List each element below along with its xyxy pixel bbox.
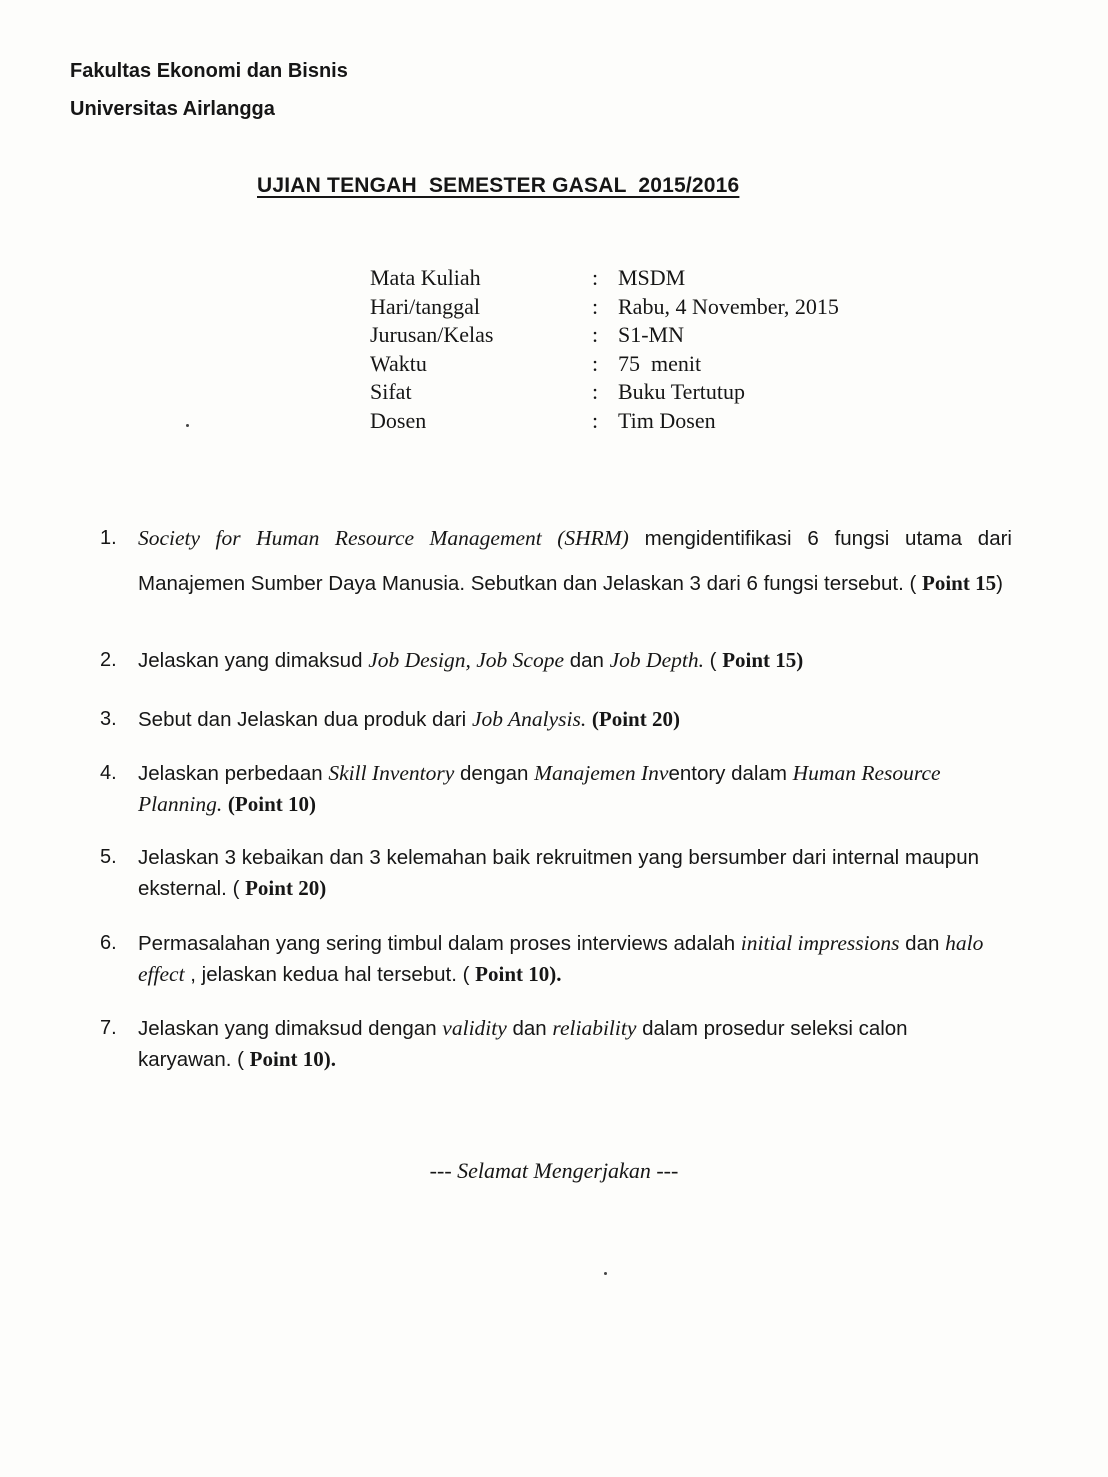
info-row-duration [370, 350, 839, 379]
question-number: 4. [100, 762, 117, 784]
question-text-run: Point 10). [249, 1047, 336, 1071]
question-number: 6. [100, 932, 117, 954]
question-item [100, 842, 1012, 904]
info-value: Rabu, 4 November, 2015 [618, 293, 839, 319]
question-number: 2. [100, 649, 117, 671]
question-text-run: Jelaskan yang dimaksud [138, 649, 369, 672]
question-number: 3. [100, 708, 117, 730]
question-text-run: Jelaskan perbedaan [138, 762, 329, 785]
info-value: MSDM [618, 265, 686, 290]
info-value: Tim Dosen [618, 407, 716, 433]
info-row-subject [370, 264, 839, 293]
question-text-run: ( [703, 649, 723, 672]
question-text-run: Human Resource Planning. [138, 761, 941, 816]
info-colon: : [592, 379, 599, 405]
question-text-run: (Point 10) [227, 792, 316, 816]
question-text [138, 842, 1012, 904]
info-label: Sifat [370, 379, 412, 405]
info-colon: : [592, 407, 599, 433]
info-label: Jurusan/Kelas [370, 322, 494, 348]
info-row-date [370, 293, 839, 322]
scan-speck [604, 1272, 607, 1275]
question-text-run: reliability [552, 1016, 637, 1040]
question-text-run: halo effect [138, 931, 984, 986]
question-text-run: Job Design, Job Scope [368, 648, 565, 672]
faculty-name: Fakultas Ekonomi dan Bisnis [70, 60, 348, 82]
info-colon: : [592, 265, 599, 290]
question-text-run: Job Analysis. [471, 707, 587, 731]
question-text-run: Manajemen Inv [534, 761, 669, 785]
question-text-run: entory dalam [668, 762, 793, 785]
question-text-run: initial impressions [740, 931, 900, 955]
question-text-run: , jelaskan kedua hal tersebut. ( [184, 963, 476, 986]
question-text-run: Society for Human Resource Management (SHRM) [138, 526, 629, 550]
question-text [138, 1013, 1012, 1075]
info-row-nature [370, 378, 839, 407]
scan-speck [186, 424, 189, 427]
info-row-lecturer [370, 407, 839, 436]
question-text-run: Permasalahan yang sering timbul dalam proses interviews adalah [138, 932, 741, 955]
question-text-run: ) [996, 572, 1003, 595]
question-text-run: Sebut dan Jelaskan dua produk dari [138, 708, 472, 731]
question-text-run: Jelaskan yang dimaksud dengan [138, 1017, 443, 1040]
question-item [100, 758, 1012, 820]
question-text-run: Point 20) [245, 876, 327, 900]
question-text-run: Skill Inventory [328, 761, 455, 785]
question-text-run: Point 15) [722, 648, 804, 672]
question-number: 1. [100, 527, 117, 549]
question-text-run: dan [506, 1017, 553, 1040]
document-header [70, 52, 348, 128]
question-text-run: (Point 20) [591, 707, 680, 731]
question-text-run: mengidentifikasi 6 fungsi utama dari Manajemen Sumber Daya Manusia. Sebutkan dan Jelaskan 3 dari 6 fungsi tersebut. ( [138, 527, 1012, 595]
info-colon: : [592, 322, 599, 348]
question-text [138, 645, 1012, 676]
question-item [100, 928, 1012, 990]
question-text-run: dengan [454, 762, 535, 785]
question-text [138, 516, 1012, 606]
info-label: Waktu [370, 350, 427, 376]
question-text [138, 758, 1012, 820]
info-label: Dosen [370, 407, 427, 433]
question-text-run: Jelaskan 3 kebaikan dan 3 kelemahan baik rekruitmen yang bersumber dari internal maupun eksternal. ( [138, 846, 979, 900]
info-label: Mata Kuliah [370, 265, 481, 290]
question-text-run: Job Depth. [609, 648, 704, 672]
info-colon: : [592, 293, 599, 319]
university-name: Universitas Airlangga [70, 98, 275, 120]
info-colon: : [592, 350, 599, 376]
exam-info-table [370, 264, 839, 436]
info-value: Buku Tertutup [618, 379, 745, 405]
question-text [138, 928, 1012, 990]
info-label: Hari/tanggal [370, 293, 480, 319]
question-item [100, 645, 1012, 676]
question-text-run: validity [442, 1016, 507, 1040]
question-item [100, 704, 1012, 735]
question-number: 5. [100, 846, 117, 868]
question-text-run: dan [899, 932, 946, 955]
question-text-run: dan [564, 649, 610, 672]
question-text [138, 704, 1012, 735]
question-number: 7. [100, 1017, 117, 1039]
info-value: S1-MN [618, 322, 685, 348]
question-item [100, 516, 1012, 606]
question-text-run: Point 10). [475, 962, 562, 986]
closing-remark: --- Selamat Mengerjakan --- [429, 1158, 679, 1183]
question-item [100, 1013, 1012, 1075]
info-row-class [370, 321, 839, 350]
exam-title: UJIAN TENGAH SEMESTER GASAL 2015/2016 [257, 174, 740, 197]
question-text-run: dalam prosedur seleksi calon karyawan. ( [138, 1017, 908, 1071]
question-text-run: Point 15 [922, 571, 997, 595]
info-value: 75 menit [618, 350, 702, 376]
